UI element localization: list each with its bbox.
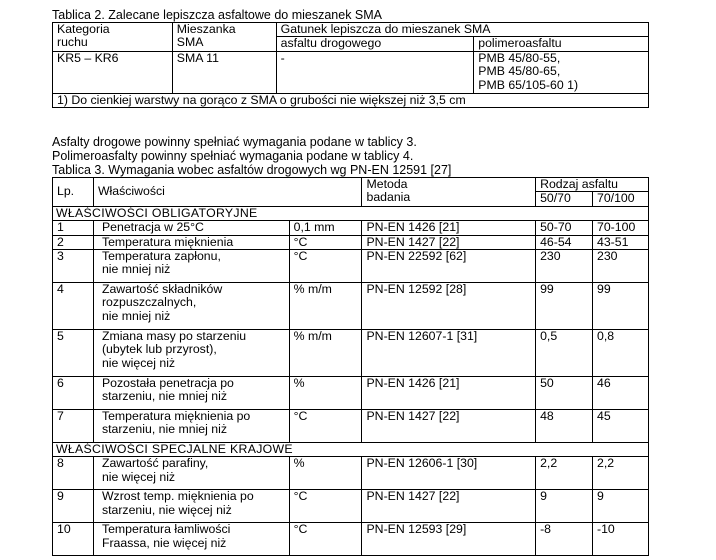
- table-row: [53, 283, 649, 330]
- row-unit: %: [289, 457, 362, 490]
- row-value-70-100: 9: [593, 490, 649, 523]
- table-row: [53, 330, 649, 377]
- t3-header-method: Metoda badania: [362, 178, 536, 207]
- row-lp: 6: [53, 377, 94, 410]
- row-lp: 2: [53, 235, 94, 249]
- table-row: [53, 221, 649, 235]
- row-lp: 9: [53, 490, 94, 523]
- row-property: [93, 490, 289, 523]
- property-line: Temperatura łamliwości: [101, 522, 231, 537]
- property-line: (ubytek lub przyrost),: [101, 342, 217, 357]
- row-property: [93, 221, 289, 235]
- row-value-50-70: 230: [536, 250, 593, 283]
- property-line: Zawartość składników: [101, 282, 223, 297]
- property-line: starzeniu, nie mniej niż: [101, 422, 228, 437]
- row-value-50-70: 48: [536, 410, 593, 443]
- row-value-50-70: 46-54: [536, 235, 593, 249]
- t2-header-polymer-bitumen: polimeroasfaltu: [474, 37, 649, 51]
- property-line: nie więcej niż: [101, 355, 176, 370]
- t2-header-road-bitumen: asfaltu drogowego: [276, 37, 474, 51]
- t3-header-grade-50-70: 50/70: [536, 192, 593, 206]
- property-line: nie więcej niż: [101, 469, 176, 484]
- table2-caption: Tablica 2. Zalecane lepiszcza asfaltowe do mieszanek SMA: [52, 8, 383, 22]
- paragraph-1: Asfalty drogowe powinny spełniać wymagania podane w tablicy 3.: [52, 135, 417, 149]
- table-row: [53, 235, 649, 249]
- row-value-50-70: 50: [536, 377, 593, 410]
- row-lp: 5: [53, 330, 94, 377]
- row-lp: 10: [53, 523, 94, 556]
- table-row: [53, 250, 649, 283]
- row-lp: 1: [53, 221, 94, 235]
- row-value-70-100: 2,2: [593, 457, 649, 490]
- property-line: rozpuszczalnych,: [101, 295, 197, 310]
- table-row: [53, 377, 649, 410]
- row-value-70-100: 43-51: [593, 235, 649, 249]
- row-method: PN-EN 1426 [21]: [362, 377, 536, 410]
- t2-footnote: 1) Do cienkiej warstwy na gorąco z SMA o grubości nie większej niż 3,5 cm: [53, 93, 649, 107]
- t2-header-mix: Mieszanka SMA: [172, 23, 276, 52]
- row-property: [93, 523, 289, 556]
- property-line: Wzrost temp. mięknienia po: [101, 489, 254, 504]
- row-property: [93, 457, 289, 490]
- row-lp: 3: [53, 250, 94, 283]
- property-line: Zawartość parafiny,: [101, 456, 209, 471]
- row-method: PN-EN 1427 [22]: [362, 235, 536, 249]
- t2-cell-mix: SMA 11: [172, 51, 276, 93]
- row-method: PN-EN 12607-1 [31]: [362, 330, 536, 377]
- row-lp: 7: [53, 410, 94, 443]
- property-line: Temperatura zapłonu,: [101, 249, 221, 264]
- row-property: [93, 235, 289, 249]
- property-line: Temperatura mięknienia: [101, 234, 234, 249]
- t3-header-property: Właściwości: [93, 178, 362, 207]
- t3-header-type: Rodzaj asfaltu: [536, 178, 649, 192]
- row-value-50-70: 50-70: [536, 221, 593, 235]
- row-property: [93, 330, 289, 377]
- row-value-70-100: 46: [593, 377, 649, 410]
- t2-cell-polymer-bitumen: PMB 45/80-55, PMB 45/80-65, PMB 65/105-60 1): [474, 51, 649, 93]
- t2-header-category: Kategoria ruchu: [53, 23, 173, 52]
- table3-caption: Tablica 3. Wymagania wobec asfaltów drogowych wg PN-EN 12591 [27]: [52, 163, 452, 177]
- row-method: PN-EN 12592 [28]: [362, 283, 536, 330]
- property-line: starzeniu, nie mniej niż: [101, 389, 228, 404]
- t3-header-lp: Lp.: [53, 178, 94, 207]
- row-method: PN-EN 22592 [62]: [362, 250, 536, 283]
- row-unit: % m/m: [289, 330, 362, 377]
- t3-header-grade-70-100: 70/100: [593, 192, 649, 206]
- row-value-70-100: 45: [593, 410, 649, 443]
- row-unit: % m/m: [289, 283, 362, 330]
- row-unit: %: [289, 377, 362, 410]
- t2-header-binder: Gatunek lepiszcza do mieszanek SMA: [276, 23, 648, 37]
- row-property: [93, 283, 289, 330]
- row-property: [93, 250, 289, 283]
- row-method: PN-EN 1426 [21]: [362, 221, 536, 235]
- table2: [52, 22, 649, 108]
- property-line: Zmiana masy po starzeniu: [101, 329, 247, 344]
- row-value-50-70: 99: [536, 283, 593, 330]
- row-unit: °C: [289, 490, 362, 523]
- row-method: PN-EN 12593 [29]: [362, 523, 536, 556]
- row-value-70-100: 0,8: [593, 330, 649, 377]
- row-value-70-100: 99: [593, 283, 649, 330]
- t2-cell-road-bitumen: -: [276, 51, 474, 93]
- row-property: [93, 377, 289, 410]
- row-value-50-70: 2,2: [536, 457, 593, 490]
- row-value-70-100: 230: [593, 250, 649, 283]
- table-row: [53, 523, 649, 556]
- property-line: starzeniu, nie więcej niż: [101, 502, 232, 517]
- row-property: [93, 410, 289, 443]
- property-line: Pozostała penetracja po: [101, 376, 234, 391]
- property-line: Temperatura mięknienia po: [101, 409, 251, 424]
- row-method: PN-EN 12606-1 [30]: [362, 457, 536, 490]
- row-unit: °C: [289, 523, 362, 556]
- table3: [52, 177, 649, 556]
- row-value-70-100: 70-100: [593, 221, 649, 235]
- table-row: [53, 410, 649, 443]
- table-row: [53, 490, 649, 523]
- paragraph-2: Polimeroasfalty powinny spełniać wymagania podane w tablicy 4.: [52, 149, 414, 163]
- row-unit: °C: [289, 235, 362, 249]
- row-method: PN-EN 1427 [22]: [362, 490, 536, 523]
- t3-section-obligatory: WŁAŚCIWOŚCI OBLIGATORYJNE: [53, 206, 649, 220]
- row-method: PN-EN 1427 [22]: [362, 410, 536, 443]
- property-line: nie mniej niż: [101, 262, 171, 277]
- row-unit: 0,1 mm: [289, 221, 362, 235]
- row-unit: °C: [289, 250, 362, 283]
- t2-cell-category: KR5 – KR6: [53, 51, 173, 93]
- property-line: Fraassa, nie więcej niż: [101, 535, 227, 550]
- row-lp: 4: [53, 283, 94, 330]
- t3-section-national: WŁAŚCIWOŚCI SPECJALNE KRAJOWE: [53, 443, 649, 457]
- row-lp: 8: [53, 457, 94, 490]
- table-row: [53, 457, 649, 490]
- property-line: Penetracja w 25°C: [101, 220, 204, 235]
- row-value-70-100: -10: [593, 523, 649, 556]
- property-line: nie mniej niż: [101, 308, 171, 323]
- row-unit: °C: [289, 410, 362, 443]
- row-value-50-70: 0,5: [536, 330, 593, 377]
- row-value-50-70: -8: [536, 523, 593, 556]
- row-value-50-70: 9: [536, 490, 593, 523]
